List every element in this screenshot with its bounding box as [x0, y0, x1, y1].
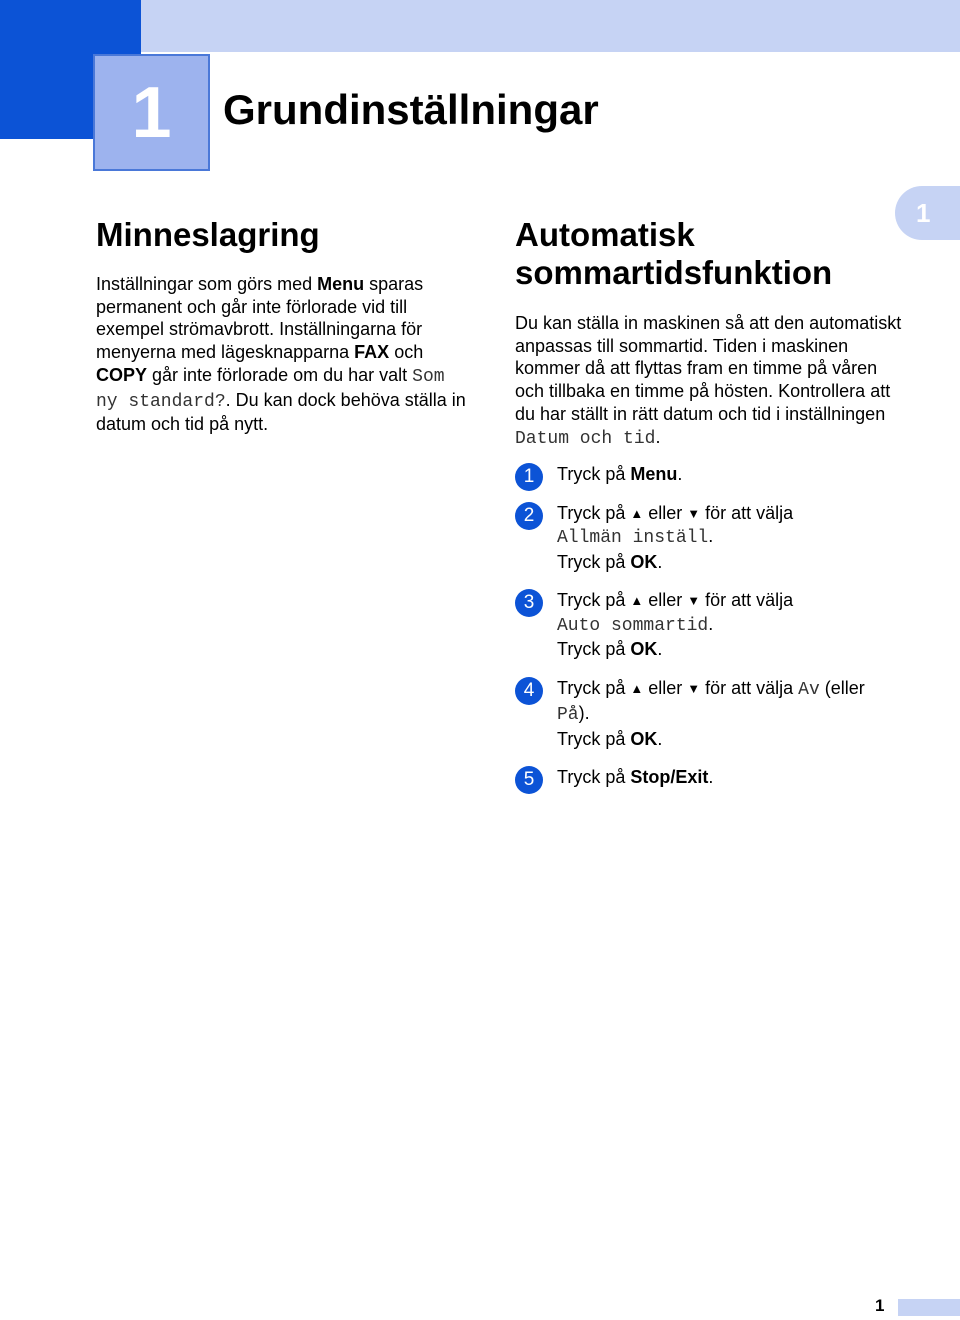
- right-column: [515, 216, 905, 805]
- step-number-badge: 4: [515, 677, 543, 705]
- lcd-option-date-time: Datum och tid: [515, 428, 656, 449]
- text: Inställningar som görs med: [96, 274, 318, 294]
- text: och: [389, 342, 424, 363]
- text: Du kan ställa in maskinen så att den automatiskt anpassas till sommartid. Tiden i maskinen kommer då att flyttas fram en timme på våren och tillbaka en timme på hösten. Kontrollera att du har ställt in rätt datum och tid i inställningen: [515, 313, 902, 424]
- key-ok: OK: [630, 551, 658, 572]
- step-number-badge: 2: [515, 502, 543, 530]
- text: .: [677, 464, 683, 485]
- text: (eller: [819, 677, 865, 698]
- text: Tryck på: [557, 728, 631, 749]
- lcd-option-on: På: [557, 705, 579, 726]
- chapter-title: Grundinställningar: [223, 86, 599, 133]
- chapter-number-box: [93, 54, 210, 171]
- text: Tryck på: [557, 767, 631, 788]
- text: .: [655, 426, 661, 447]
- text: .: [657, 639, 663, 660]
- key-ok: OK: [630, 639, 658, 660]
- text: eller: [643, 590, 688, 611]
- up-arrow-icon: ▲: [630, 680, 644, 696]
- up-arrow-icon: ▲: [630, 505, 644, 521]
- step-1: [515, 463, 905, 487]
- down-arrow-icon: ▼: [687, 680, 701, 696]
- dst-intro-paragraph: [515, 312, 905, 450]
- step-list: [515, 463, 905, 790]
- text: .: [708, 613, 714, 634]
- text: för att välja: [700, 502, 794, 523]
- key-stop-exit: Stop/Exit: [630, 767, 709, 788]
- up-arrow-icon: ▲: [630, 593, 644, 609]
- key-menu: Menu: [630, 464, 678, 485]
- lcd-option-auto-dst: Auto sommartid: [557, 615, 709, 636]
- step-number-badge: 5: [515, 766, 543, 794]
- key-menu: Menu: [317, 274, 365, 294]
- section-title-dst: [515, 216, 905, 292]
- footer-bar: [898, 1299, 960, 1316]
- text: för att välja: [700, 677, 799, 698]
- text: eller: [643, 502, 688, 523]
- page-number: 1: [875, 1296, 885, 1315]
- key-ok: OK: [630, 728, 658, 749]
- text: eller: [643, 677, 688, 698]
- step-5: [515, 766, 905, 790]
- key-copy: COPY: [96, 364, 148, 385]
- left-column: [96, 216, 476, 436]
- step-number-badge: 1: [515, 463, 543, 491]
- text: Tryck på: [557, 464, 631, 485]
- text: sparas permanent och går inte förlorade vid till exempel strömavbrott. Inställningarna för menyerna med lägesknapparna: [96, 274, 424, 363]
- chapter-number: 1: [131, 72, 172, 153]
- step-3: [515, 589, 905, 662]
- chapter-side-tab-label: 1: [916, 197, 931, 228]
- text: .: [708, 526, 714, 547]
- lcd-option-set-default: Som ny standard?: [96, 366, 445, 412]
- text: .: [657, 728, 663, 749]
- step-2: [515, 502, 905, 575]
- text: .: [708, 767, 714, 788]
- text: Tryck på: [557, 590, 631, 611]
- text: går inte förlorade om du har valt: [147, 364, 413, 385]
- text: Tryck på: [557, 502, 631, 523]
- text: Tryck på: [557, 677, 631, 698]
- text: för att välja: [700, 590, 794, 611]
- text: ).: [578, 703, 590, 724]
- text: Tryck på: [557, 639, 631, 660]
- key-fax: FAX: [354, 342, 390, 363]
- lcd-option-general-setup: Allmän inställ: [557, 528, 709, 549]
- step-4: [515, 677, 905, 752]
- section-title-dst-line1: Automatisk: [515, 216, 695, 253]
- section-title-dst-line2: sommartidsfunktion: [515, 254, 833, 291]
- header-band-light: [141, 0, 960, 52]
- down-arrow-icon: ▼: [687, 505, 701, 521]
- lcd-option-off: Av: [798, 679, 820, 700]
- text: .: [657, 551, 663, 572]
- text: . Du kan dock behöva ställa in datum och tid på nytt.: [96, 389, 466, 435]
- section-title-memory: Minneslagring: [96, 216, 320, 253]
- down-arrow-icon: ▼: [687, 593, 701, 609]
- text: Tryck på: [557, 551, 631, 572]
- step-number-badge: 3: [515, 589, 543, 617]
- memory-paragraph: [96, 273, 476, 436]
